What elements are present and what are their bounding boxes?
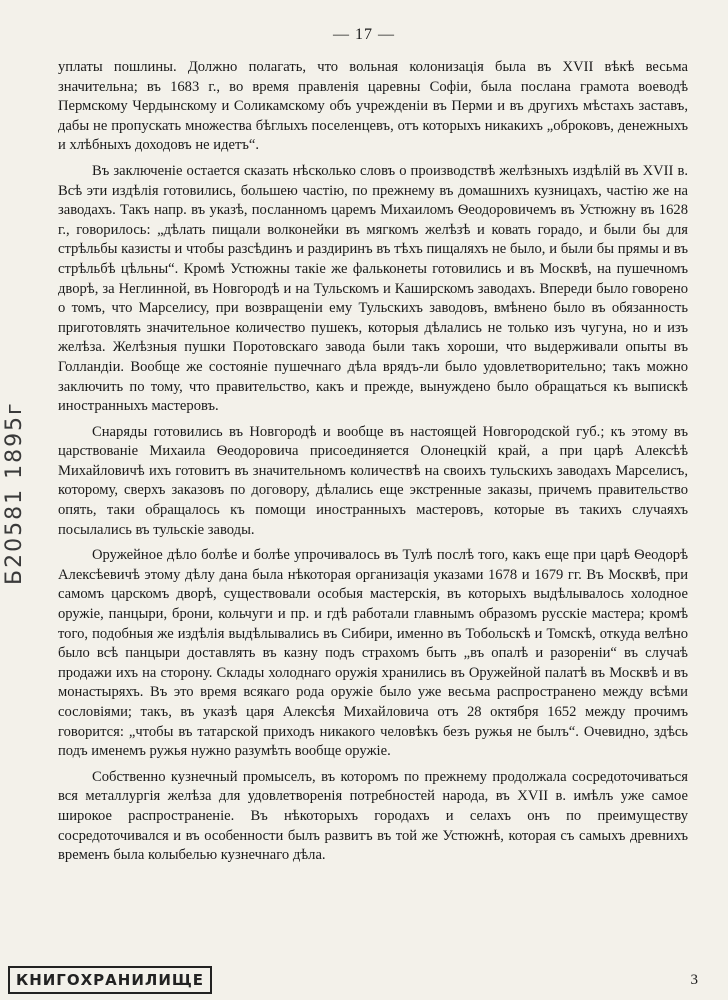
paragraph: Снаряды готовились въ Новгородѣ и вообще въ настоящей Новгородской губ.; къ этому въ царствованіе Михаила Ѳеодоровича присоединяется Олонецкій край, а при царѣ Алексѣѣ Михайловичѣ ихъ готовитъ въ значительномъ количествѣ на своихъ тульскихъ заводахъ Марселисъ, которому, сверхъ заказовъ по договору, дѣлались еще экстренные заказы, причемъ правительство опять, таки обращалось къ помощи иностранныхъ мастеровъ, которые въ такихъ случаяхъ посылались въ тульскіе заводы. bbox=[58, 423, 688, 538]
margin-stamp: Б20581 1895г bbox=[2, 401, 27, 585]
body-text bbox=[58, 58, 688, 872]
signature-mark: 3 bbox=[690, 972, 698, 988]
library-stamp: КНИГОХРАНИЛИЩЕ bbox=[8, 966, 212, 994]
page-number: — 17 — bbox=[333, 26, 395, 43]
paragraph: Въ заключеніе остается сказать нѣсколько словъ о производствѣ желѣзныхъ издѣлій въ XVII в. Всѣ эти издѣлія готовились, большею частію, по прежнему въ домашнихъ кузницахъ, частію же на заводахъ. Такъ напр. въ указѣ, посланномъ царемъ Михаиломъ Ѳеодоровичемъ въ Устюжну въ 1628 г., говорилось: „дѣлать пищали волконейки въ мягкомъ желѣзѣ и ковать горадо, и были бы для стрѣльбы казисты и чтобы разсѣдинъ и раздиринъ въ тѣхъ пищаляхъ не было, и были бы прямы и въ стрѣльбѣ цѣльны“. Кромѣ Устюжны такіе же фальконеты готовились и въ Москвѣ, на пушечномъ дворѣ, за Неглинной, въ Новгородѣ и на Тульскомъ и Каширскомъ заводахъ. Впереди было говорено о томъ, что Марселису, при возвращеніи ему Тульскихъ заводовъ, вмѣнено было въ обязанность приготовлять значительное количество пушекъ, которыя дѣлались не только изъ чугуна, но и изъ желѣза. Желѣзныя пушки Поротовскаго завода были такъ хороши, что выдерживали опыты въ Голландіи. Вообще же состояніе пушечнаго дѣла врядъ-ли было удовлетворительно; такъ можно заключить по тому, что правительство, какъ и прежде, вынуждено было обращаться къ выпискѣ иностранныхъ мастеровъ. bbox=[58, 162, 688, 415]
paragraph: Собственно кузнечный промыселъ, въ которомъ по прежнему продолжала сосредоточиваться вся металлургія желѣза для удовлетворенія потребностей народа, въ XVII в. имѣлъ уже самое широкое распространеніе. Въ нѣкоторыхъ городахъ и селахъ онъ по преимуществу сосредоточивался и въ особенности былъ развитъ въ той же Устюжнѣ, которая съ самыхъ древнихъ временъ была колыбелью кузнечнаго дѣла. bbox=[58, 768, 688, 864]
paragraph: уплаты пошлины. Должно полагать, что вольная колонизація была въ XVII вѣкѣ весьма значительна; въ 1683 г., во время правленія царевны Софіи, была послана грамота воеводѣ Пермскому Чердынскому и Соликамскому объ учрежденіи въ Перми и въ другихъ мѣстахъ заставъ, дабы не пропускать множества бѣглыхъ поселенцевъ, отъ которыхъ никакихъ „оброковъ, денежныхъ и хлѣбныхъ доходовъ не идетъ“. bbox=[58, 59, 688, 154]
paragraph: Оружейное дѣло болѣе и болѣе упрочивалось въ Тулѣ послѣ того, какъ еще при царѣ Ѳеодорѣ Алексѣевичѣ этому дѣлу дана была нѣкоторая организація указами 1678 и 1679 гг. Въ Москвѣ, при самомъ царскомъ дворѣ, существовали особыя мастерскія, въ которыхъ выдѣлывалось холодное оружіе, панцыри, брони, кольчуги и пр. и гдѣ работали главнымъ образомъ русскіе мастера; кромѣ того, подобныя же издѣлія выдѣлывались въ Сибири, именно въ Тобольскѣ и Томскѣ, откуда велѣно было всѣ панцыри доставлять въ казну подъ страхомъ быть „въ опалѣ и разореніи“ въ случаѣ продажи ихъ на сторону. Склады холоднаго оружія хранились въ Оружейной палатѣ въ Москвѣ и въ монастыряхъ. Въ это время всякаго рода оружіе было уже весьма распространено между всѣми сословіями; такъ, въ указѣ царя Алексѣя Михайловича отъ 28 октября 1652 между прочимъ говорится: „чтобы въ татарской приходъ никакого человѣкъ безъ ружья не былъ“. Очевидно, здѣсь подъ именемъ ружья нужно разумѣть вообще оружіе. bbox=[58, 547, 688, 760]
